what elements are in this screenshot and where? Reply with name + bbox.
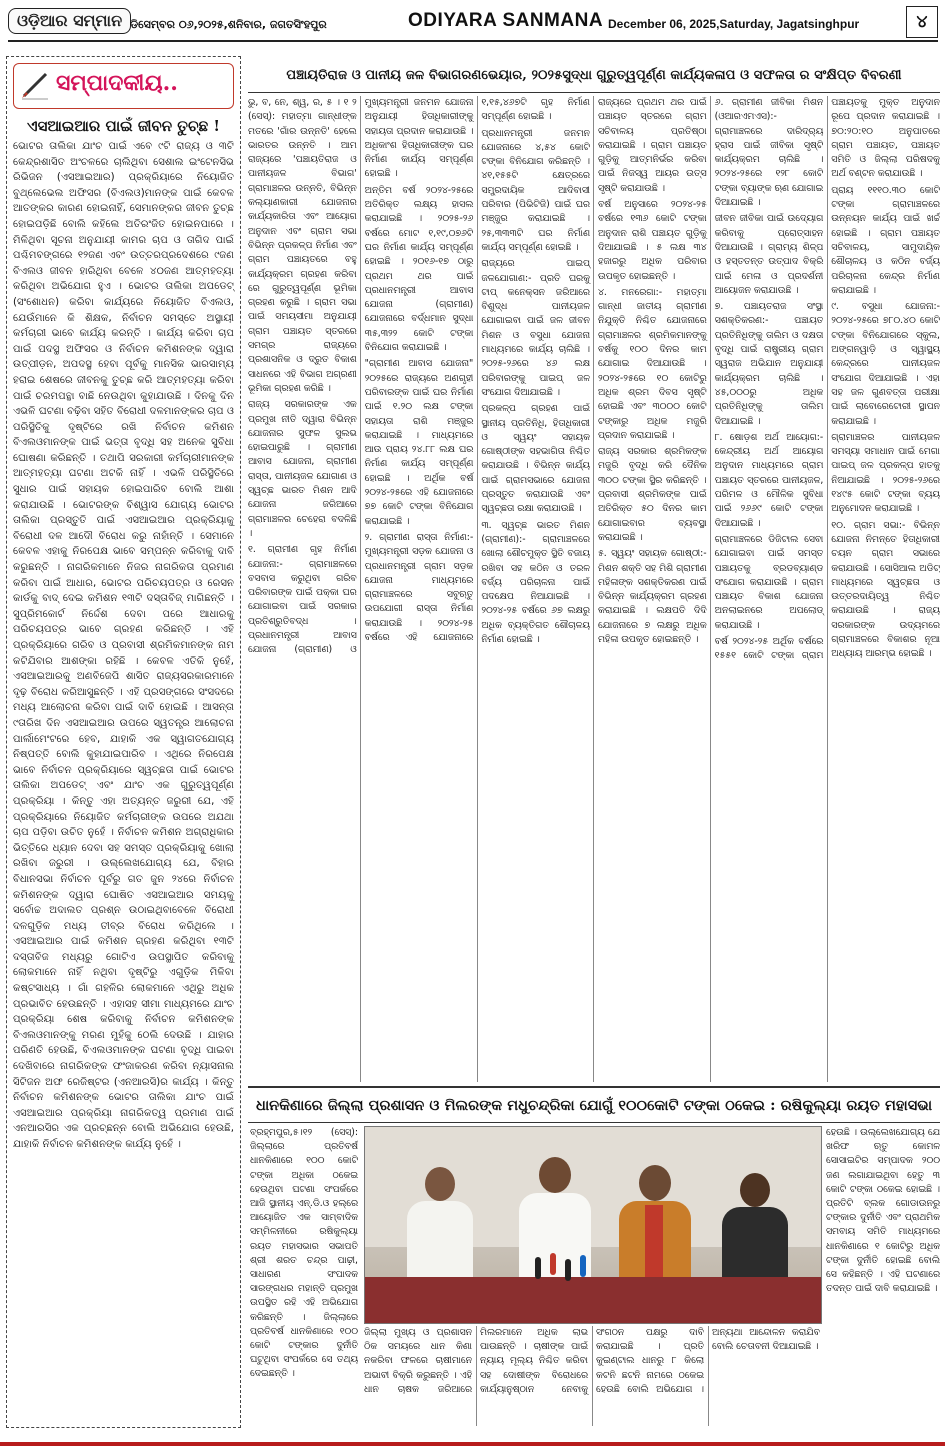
feature-paragraph: ୫. ସ୍ୱୟଂ ସହାୟକ ଗୋଷ୍ଠୀ:- ମିଶନ ଶକ୍ତି ସହ ମିଶି ଗ୍ରାମୀଣ ମହିଳାଙ୍କ ସଶକ୍ତିକରଣ ପାଇଁ ବିଭିନ୍ନ କାର୍ଯ୍ୟକ୍ରମ ଗ୍ରହଣ କରାଯାଇଛି । ଲକ୍ଷପତି ଦିଦି ଯୋଜନାରେ ୭ ଲକ୍ଷରୁ ଅଧିକ ମହିଳା ଉପକୃତ ହୋଇଛନ୍ତି । [597,548,707,645]
news-headline: ଧାନକିଣାରେ ଜିଲ୍ଲା ପ୍ରଶାସନ ଓ ମିଲରଙ୍କ ମଧୁଚନ୍ଦ୍ରିକା ଯୋଗୁଁ ୧୦୦କୋଟି ଟଙ୍କା ଠକେଇ : ରଷିକୁଲ୍ୟା ରୟତ ମହାସଭା [248,1090,940,1123]
feature-paragraph: "ଗ୍ରାମୀଣ ଆବାସ ଯୋଜନା" ୨୦୨୫ରେ ରାଜ୍ୟରେ ଅଣଗୃହୀ ପରିବାରଙ୍କ ପାଇଁ ଘର ନିର୍ମାଣ ପାଇଁ ୧.୨୦ ଲକ୍ଷ ଟଙ୍କା ସହାୟତା ରାଶି ମଞ୍ଜୁର କରାଯାଇଛି । ମାଧ୍ୟମରେ ଆଉ ପ୍ରାୟ ୨୪.୮୮ ଲକ୍ଷ ଘର ନିର୍ମାଣ କାର୍ଯ୍ୟ ସମ୍ପୂର୍ଣ୍ଣ ହୋଇଛି । ଅର୍ଥିକ ବର୍ଷ ୨୦୨୪-୨୫ରେ ଏହି ଯୋଜନାରେ ୭୭ କୋଟି ଟଙ୍କା ବିନିଯୋଗ କରାଯାଇଛି । [364,358,474,527]
section-divider [248,1086,940,1088]
news-body-bottom: ଜିଲ୍ଲା ମୁଖ୍ୟ ଓ ପ୍ରଶାସନ ଠିକ ସମୟରେ ଧାନ କିଣା ନକରିବା ଫଳରେ ଚାଷୀମାନେ ଅଭାବୀ ବିକ୍ରି କରୁଛନ୍ତି । ଏହି ଧାନ ଚାଷକ ଜରିଆରେ ମିଲରମାନେ ଅଧିକ ଲାଭ ପାଉଛନ୍ତି । ଚାଷୀଙ୍କ ପାଇଁ ନ୍ୟାୟ ମୂଲ୍ୟ ନିଶ୍ଚିତ କରିବା ସହ ଦୋଷୀଙ୍କ ବିରୋଧରେ କାର୍ଯ୍ୟାନୁଷ୍ଠାନ ନେବାକୁ ସଂଗଠନ ପକ୍ଷରୁ ଦାବି କରାଯାଇଛି । ପ୍ରତି କୁଇଣ୍ଟାଲ ଧାନରୁ ୮ କିଲୋ କଟନି ଛଟନି ନାମରେ ଠକେଇ ହେଉଛି ବୋଲି ଅଭିଯୋଗ । ଅନ୍ୟଥା ଆନ୍ଦୋଳନ କରାଯିବ ବୋଲି ଚେତାବନୀ ଦିଆଯାଇଛି । [364,1327,820,1395]
feature-paragraph: ରାଜ୍ୟରେ ପାଇପ୍ ଜଳଯୋଗାଣ:- ପ୍ରତି ଘରକୁ ଟାପ୍ କନେକ୍ସନ ଜରିଆରେ ବିଶୁଦ୍ଧ ପାନୀୟଜଳ ଯୋଗାଇବା ପାଇଁ ଜଳ ଜୀବନ ମିଶନ ଓ ବସୁଧା ଯୋଜନା ମାଧ୍ୟମରେ କାର୍ଯ୍ୟ ଚାଲିଛି । ୨୦୨୫-୨୬ରେ ୪୬ ଲକ୍ଷ ପରିବାରଙ୍କୁ ପାଇପ୍ ଜଳ ସଂଯୋଗ ଦିଆଯାଇଛି । [481,258,590,398]
feature-paragraph: ଗ୍ରାମାଞ୍ଚଳର ପାନୀୟଜଳ ସମସ୍ୟା ସମାଧାନ ପାଇଁ ମେଗା ପାଇପ୍ ଜଳ ପ୍ରକଳ୍ପ ହାତକୁ ନିଆଯାଇଛି । ୨୦୨୫-୨୬ରେ ୧୪୯୫ କୋଟି ଟଙ୍କା ବ୍ୟୟ ଅନୁମୋଦନ କରାଯାଇଛି । [831,431,940,515]
feature-paragraph: ୩. ସ୍ୱଚ୍ଛ ଭାରତ ମିଶନ (ଗ୍ରାମୀଣ):- ଗ୍ରାମାଞ୍ଚଳରେ ଖୋଲା ଶୌଚମୁକ୍ତ ସ୍ଥିତି ବଜାୟ ରଖିବା ସହ କଠିନ ଓ ତରଳ ବର୍ଜ୍ୟ ପରିଚାଳନା ପାଇଁ ପଦକ୍ଷେପ ନିଆଯାଇଛି । ୨୦୨୪-୨୫ ବର୍ଷରେ ୬୭ ଲକ୍ଷରୁ ଅଧିକ ବ୍ୟକ୍ତିଗତ ଶୌଚାଳୟ ନିର୍ମାଣ ହୋଇଛି । [481,519,590,645]
feature-paragraph: ୪. ମନରେଗା:- ମହାତ୍ମା ଗାନ୍ଧୀ ଜାତୀୟ ଗ୍ରାମୀଣ ନିଯୁକ୍ତି ନିଶ୍ଚିତ ଯୋଜନାରେ ଗ୍ରାମାଞ୍ଚଳର ଶ୍ରମିକମାନଙ୍କୁ ବର୍ଷକୁ ୧୦୦ ଦିନର କାମ ଯୋଗାଇ ଦିଆଯାଉଛି । ୨୦୨୪-୨୫ରେ ୧୦ କୋଟିରୁ ଅଧିକ ଶ୍ରମ ଦିବସ ସୃଷ୍ଟି ହୋଇଛି ଏବଂ ୩୦୦୦ କୋଟି ଟଙ୍କାରୁ ଅଧିକ ମଜୁରି ପ୍ରଦାନ କରାଯାଇଛି । [597,286,707,441]
pen-icon [20,70,50,100]
news-body-right: ହେଉଛି । ଉଲ୍ଲେଖଯୋଗ୍ୟ ଯେ ଖରିଫ ଋତୁ କୋମଳ ସୋସାଇଟିର ସମ୍ପାଦକ ୨୦୦ ଜଣ ଲଗାଯାଇଥିବା ହେତୁ ୩ କୋଟି ଟଙ୍କା ଠକେଇ ହୋଇଛି । ପ୍ରତିଟି ବ୍ଲକ ଗୋଡାଉନରୁ ଟଙ୍କାର ଦୁର୍ନୀତି ଏବଂ ପ୍ରାଥମିକ ସମବାୟ ସମିତି ମାଧ୍ୟମରେ ଧାନକିଣାରେ ୧ କୋଟିରୁ ଅଧିକ ଟଙ୍କା ଦୁର୍ନୀତି ହୋଇଛି ବୋଲି ସେ କହିଛନ୍ତି । ଏହି ଘଟଣାରେ ତଦନ୍ତ ପାଇଁ ଦାବି କରାଯାଇଛି । [826,1127,940,1295]
microphone-icon [580,1255,586,1277]
feature-paragraph: ପ୍ରଧାନମନ୍ତ୍ରୀ ଜନମନ ଯୋଜନାରେ ୪,୫୪ କୋଟି ଟଙ୍କା ବିନିଯୋଗ କରିଛନ୍ତି । ୪୧,୧୫୫ଟି କ୍ଷେତ୍ରରେ ସମ୍ପ୍ରଦାୟିକ ଆଦିବାସୀ ପରିବାର (ପିଭିଟିଜି) ପାଇଁ ଘର ମଞ୍ଜୁର କରାଯାଇଛି । ୨୫,୩୩୩ଟି ଘର ନିର୍ମାଣ କାର୍ଯ୍ୟ ସମ୍ପୂର୍ଣ୍ଣ ହୋଇଛି । [481,127,590,253]
feature-paragraph: ରାଜ୍ୟ ସରକାରଙ୍କ ଏକ ପ୍ରମୁଖ ନୀତି ଦ୍ୱାରା ବିଭିନ୍ନ ଯୋଜନାର ସୁଫଳ ସୁଲଭ ହୋଇପାରୁଛି । ଗ୍ରାମୀଣ ଆବାସ ଯୋଜନା, ଗ୍ରାମୀଣ ରାସ୍ତା, ପାନୀୟଜଳ ଯୋଗାଣ ଓ ସ୍ୱଚ୍ଛ ଭାରତ ମିଶନ ଆଦି ଯୋଜନା ଜରିଆରେ ଗ୍ରାମାଞ୍ଚଳର ଚେହେରା ବଦଳିଛି । [248,399,357,539]
feature-paragraph: ଗ୍ରାମାଞ୍ଚଳରେ ଡିଜିଟାଲ ସେବା ଯୋଗାଇବା ପାଇଁ ସମସ୍ତ ପଞ୍ଚାୟତକୁ ବ୍ରଡବ୍ୟାଣ୍ଡ ସଂଯୋଗ କରାଯାଉଛି । ଗ୍ରାମ ପଞ୍ଚାୟତ ବିକାଶ ଯୋଜନା ଅନଲାଇନରେ ଅପଲୋଡ୍ କରାଯାଉଛି । [714,533,824,631]
feature-paragraph: ୬. ଗ୍ରାମୀଣ ଜୀବିକା ମିଶନ (ଓଆରଏମଏସ):- ଗ୍ରାମାଞ୍ଚଳରେ ଦାରିଦ୍ର୍ୟ ହ୍ରାସ ପାଇଁ ଜୀବିକା ସୃଷ୍ଟି କାର୍ଯ୍ୟକ୍ରମ ଚାଲିଛି । ୨୦୨୪-୨୫ରେ ୧୨୮ କୋଟି ଟଙ୍କା ବ୍ୟାଙ୍କ ଋଣ ଯୋଗାଇ ଦିଆଯାଇଛି । [714,97,824,209]
odia-dateline: ଡିସେମ୍ବର ୦୬,୨୦୨୫,ଶନିବାର, ଜଗତସିଂହପୁର [130,18,327,31]
feature-paragraph: ୯. ବସୁଧା ଯୋଜନା:- ୨୦୨୪-୨୫ରେ ୭୮୦.୪୦ କୋଟି ଟଙ୍କା ବିନିଯୋଗରେ ସ୍କୁଲ, ଅଙ୍ଗନୱାଡ଼ି ଓ ସ୍ୱାସ୍ଥ୍ୟ କେନ୍ଦ୍ରରେ ପାନୀୟଜଳ ସଂଯୋଗ ଦିଆଯାଇଛି । ଏହା ସହ ଜଳ ଗୁଣବତ୍ତା ପରୀକ୍ଷା ପାଇଁ ଲାବୋରେଟୋରୀ ସ୍ଥାପନ କରାଯାଇଛି । [831,301,940,427]
page-number: ୪ [906,6,938,38]
feature-paragraph: ରାଜ୍ୟରେ ପ୍ରଥମ ଥର ପାଇଁ ପଞ୍ଚାୟତ ସ୍ତରରେ ଗ୍ରାମ ସଚିବାଳୟ ପ୍ରତିଷ୍ଠା କରାଯାଇଛି । ଗ୍ରାମ ପଞ୍ଚାୟତ ଗୁଡ଼ିକୁ ଆତ୍ମନିର୍ଭର କରିବା ପାଇଁ ନିଜସ୍ୱ ଆୟର ଉତ୍ସ ସୃଷ୍ଟି କରାଯାଉଛି । [597,97,707,194]
editorial-banner [13,63,234,109]
masthead [8,6,938,42]
photo-person [405,1167,475,1277]
feature-paragraph: ଅନ୍ତିମ ବର୍ଷ ୨୦୨୪-୨୫ରେ ଅତିରିକ୍ତ ଲକ୍ଷ୍ୟ ହାସଲ କରାଯାଇଛି । ୨୦୨୫-୨୬ ବର୍ଷରେ ମୋଟ ୧,୧୯,୦୭୬ଟି ଘର ନିର୍ମାଣ କାର୍ଯ୍ୟ ସମ୍ପୂର୍ଣ୍ଣ ହୋଇଛି । ୨୦୧୬-୧୭ ଠାରୁ ପ୍ରଥମ ଥର ପାଇଁ ପ୍ରଧାନମନ୍ତ୍ରୀ ଆବାସ ଯୋଜନା (ଗ୍ରାମୀଣ) ଯୋଜନାରେ ବର୍ଦ୍ଧମାନ ସୁଦ୍ଧା ୩୫,୩୨୨ କୋଟି ଟଙ୍କା ବିନିଯୋଗ କରାଯାଇଛି । [364,184,474,354]
feature-paragraph: ୨. ଗ୍ରାମୀଣ ରାସ୍ତା ନିର୍ମାଣ:- ମୁଖ୍ୟମନ୍ତ୍ରୀ ସଡ଼କ ଯୋଜନା ଓ ପ୍ରଧାନମନ୍ତ୍ରୀ ଗ୍ରାମ ସଡ଼କ ଯୋଜନା ମାଧ୍ୟମରେ ଗ୍ରାମାଞ୍ଚଳରେ ସବୁଋତୁ ଉପଯୋଗୀ ରାସ୍ତା ନିର୍ମାଣ କରାଯାଉଛି । ୨୦୨୪-୨୫ ବର୍ଷରେ ଏହି ଯୋଜନାରେ ୧,୧୫,୪୬୭ଟି ଗୃହ ନିର୍ମାଣ ସମ୍ପୂର୍ଣ୍ଣ ହୋଇଛି । [364,97,590,643]
editorial-label: ସମ୍ପାଦକୀୟ.. [56,70,178,96]
feature-paragraph: ୧୦. ଗ୍ରାମ ସଭା:- ବିଭିନ୍ନ ଯୋଜନା ନିମନ୍ତେ ହିତାଧିକାରୀ ଚୟନ ଗ୍ରାମ ସଭାରେ କରାଯାଉଛି । ସୋସିଆଲ ଅଡିଟ୍ ମାଧ୍ୟମରେ ସ୍ୱଚ୍ଛତା ଓ ଉତ୍ତରଦାୟିତ୍ୱ ନିଶ୍ଚିତ କରାଯାଉଛି । ରାଜ୍ୟ ସରକାରଙ୍କ ଉଦ୍ୟମରେ ଗ୍ରାମାଞ୍ଚଳରେ ବିକାଶର ନୂଆ ଅଧ୍ୟାୟ ଆରମ୍ଭ ହୋଇଛି । [831,519,940,660]
microphone-icon [565,1259,571,1281]
feature-paragraph: ରାଜ୍ୟ ସରକାର ଶ୍ରମିକଙ୍କ ମଜୁରି ବୃଦ୍ଧି କରି ଦୈନିକ ୩୦୦ ଟଙ୍କା ସ୍ଥିର କରିଛନ୍ତି । ପ୍ରବାସୀ ଶ୍ରମିକଙ୍କ ପାଇଁ ଅତିରିକ୍ତ ୫୦ ଦିନର କାମ ଯୋଗାଇବାର ବ୍ୟବସ୍ଥା କରାଯାଇଛି । [597,446,707,543]
feature-paragraph: ପ୍ରାୟ ୧୧୧୦.୩୦ କୋଟି ଟଙ୍କା ଗ୍ରାମାଞ୍ଚଳରେ ଉନ୍ନୟନ କାର୍ଯ୍ୟ ପାଇଁ ଖର୍ଚ୍ଚ ହୋଇଛି । ଗ୍ରାମ ପଞ୍ଚାୟତ ସଚିବାଳୟ, ସାମୁଦାୟିକ ଶୌଚାଳୟ ଓ କଠିନ ବର୍ଜ୍ୟ ପରିଚାଳନା କେନ୍ଦ୍ର ନିର୍ମାଣ କରାଯାଇଛି । [831,184,940,296]
editorial-headline: ଏସଆଇଆର ପାଇଁ ଜୀବନ ତୁଚ୍ଛ ! [27,117,220,135]
editorial-column [6,56,241,1428]
footer-rule [0,1442,945,1446]
feature-paragraph: ପ୍ରକଳ୍ପ ଗ୍ରହଣ ପାଇଁ ସ୍ଥାନୀୟ ପ୍ରତିନିଧି, ହିତାଧିକାରୀ ଓ ସ୍ୱୟଂ ସହାୟକ ଗୋଷ୍ଠୀଙ୍କ ସହଭାଗିତା ନିଶ୍ଚିତ କରାଯାଉଛି । ବିଭିନ୍ନ କାର୍ଯ୍ୟ ପାଇଁ ଗ୍ରାମସଭାରେ ଯୋଜନା ପ୍ରସ୍ତୁତ କରାଯାଉଛି ଏବଂ ସ୍ୱଚ୍ଛତା ରକ୍ଷା କରାଯାଉଛି । [481,403,590,515]
photo-person [720,1173,790,1277]
press-conference-photo [364,1126,822,1324]
feature-headline: ପଞ୍ଚାୟତିରାଜ ଓ ପାନୀୟ ଜଳ ବିଭାଗରଣଭେୟାର, ୨୦୨୫ସୁଦ୍ଧା ଗୁରୁତ୍ୱପୂର୍ଣ୍ଣ କାର୍ଯ୍ୟକଳାପ ଓ ସଫଳତା ର ସଂକ୍ଷିପ୍ତ ବିବରଣୀ [248,60,940,93]
photo-table [365,1277,821,1323]
feature-paragraph: ଜୀବନ ଜୀବିକା ପାଇଁ ଉଦ୍ୟୋଗ କରିବାକୁ ପ୍ରୋତ୍ସାହନ ଦିଆଯାଉଛି । ଗ୍ରାମ୍ୟ ଶିଳ୍ପ ଓ ହସ୍ତତନ୍ତ ଉତ୍ପାଦ ବିକ୍ରି ପାଇଁ ମେଳା ଓ ପ୍ରଦର୍ଶନୀ ଆୟୋଜନ କରାଯାଉଛି । [714,213,824,296]
editorial-body: ଭୋଟର ତାଲିକା ଯାଂଚ ପାଇଁ ଏବେ ୯ଟି ରାଜ୍ୟ ଓ ୩ଟି କେନ୍ଦ୍ରଶାସିତ ଅଂଚଳରେ ଚାଲିଥିବା ସେଶାଲ ଇଂଟେନସିଭ ରିଭିଜନ (ଏସଆଇଆର) ପ୍ରକ୍ରିୟାରେ ନିୟୋଜିତ ବୁଥ୍‌ଲେଭେଲ ଅଫିସର (ବିଏଲଓ)ମାନଙ୍କ ପାଇଁ କେବଳ ଆତଙ୍କର କାରଣ ହୋଇନାହିଁ, ସେମାନଙ୍କର ଜୀବନ ତୁଚ୍ଛ ହୋଇପଡ଼ିଛି ବୋଲି କହିଲେ ଅତିରଂଜିତ ହୋଇନପାରେ । ମିଳିଥିବା ସୂଚନା ଅନୁଯାୟୀ କାମର ଚାପ ଓ ତାଗିଦ ପାଇଁ ପଶ୍ଚିମବଙ୍ଗରେ ୧୨ଜଣ ଏବଂ ଉତ୍ତରପ୍ରଦେଶରେ ୯ଜଣ ବିଏଲଓ ଜୀବନ ହାରିଥିବା ବେଳେ ୪୦ଜଣ ଆତ୍ମହତ୍ୟା କରିଥିବା ଅଭିଯୋଗ ହୁଏ । ଭୋଟର ତାଲିକା ଅପଡେଟ୍ (ସଂଶୋଧନ) କରିବା କାର୍ଯ୍ୟରେ ନିୟୋଜିତ ବିଏଲଓ, ଯେଉଁମାନେ କି ଶିକ୍ଷକ, ନିର୍ବାଚନ ସମସ୍ତେ ଅସ୍ଥାୟୀ କର୍ମଚାରୀ ଭାବେ କାର୍ଯ୍ୟ କରନ୍ତି । କାର୍ଯ୍ୟ କରିବା ଚାପ ପାଇଁ ପଦସ୍ଥ ଅଫିସର ଓ ନିର୍ବାଚନ କମିଶନଙ୍କ ଦ୍ୱାରା ଉତ୍ପୀଡ଼ନ, ଅପଦସ୍ଥ ହେବା ପୂର୍ବକୁ ମାନସିକ ଭାରସାମ୍ୟ ହରାଇ ଶେଷରେ ଜୀବନକୁ ତୁଚ୍ଛ କରି ଆତ୍ମହତ୍ୟା କରିବା ପାଇଁ ଚରମପନ୍ଥା ବାଛି ନେଉଥିବା କୁହାଯାଉଛି । ଦିନକୁ ଦିନ ଏଭଳି ଘଟଣା ବଢ଼ିବା ସହିତ ବିରୋଧୀ ଦଳମାନଙ୍କର ଚାପ ଓ ପରିସ୍ଥିତିକୁ ଦୃଷ୍ଟିରେ ରଖି ନିର୍ବାଚନ କମିଶନ ବିଏଲଓମାନଙ୍କ ପାଇଁ ଭତ୍ତା ବୃଦ୍ଧି ସହ ଅନେକ ସୁବିଧା ଘୋଷଣା କରିଛନ୍ତି । ତଥାପି ସରକାରୀ କର୍ମଚାରୀମାନଙ୍କ ଆତ୍ମହତ୍ୟା ଘଟଣା ଅଟକି ନାହିଁ । ଏଭଳି ପରିସ୍ଥିତିରେ ସୁଧାର ପାଇଁ ସହାୟକ ହୋଇପାରିବ ବୋଲି ଆଶା କରାଯାଉଛି । ଭୋଟରଙ୍କ ବିଶ୍ୱାସ ଯୋଗ୍ୟ ଭୋଟର ତାଲିକା ପ୍ରସ୍ତୁତି ପାଇଁ ଏସଆଇଆର ପ୍ରକ୍ରିୟାକୁ ବିରୋଧୀ ଦଳ ଆଦୌ ବିରୋଧ କରୁ ନାହାଁନ୍ତି । ସେମାନେ କେବଳ ଏହାକୁ ନିରପେକ୍ଷ ଭାବେ ସମ୍ପନ୍ନ କରିବାକୁ ଦାବି କରୁଛନ୍ତି । ନାଗରିକମାନେ ନିଜର ନାଗରିକତା ପ୍ରମାଣ କରିବା ପାଇଁ ଆଧାର, ଭୋଟର ପରିଚୟପତ୍ର ଓ ରେସନ କାର୍ଡକୁ ବାଦ୍ ଦେଇ କମିଶନ ୧୩ଟି ଦସ୍ତାବିଜ୍ ମାଗିଛନ୍ତି । ସୁପ୍ରିମକୋର୍ଟ ନିର୍ଦ୍ଦେଶ ଦେବା ପରେ ଆଧାରକୁ ପରିଚୟପତ୍ର ଭାବେ ଗ୍ରହଣ କରିଛନ୍ତି । ଏହି ପ୍ରକ୍ରିୟାରେ ଗରିବ ଓ ପ୍ରବାସୀ ଶ୍ରମିକମାନଙ୍କ ନାମ କଟିଯିବାର ଆଶଙ୍କା ରହିଛି । କେବଳ ଏତିକି ନୁହେଁ, ଏସଆଇଆରକୁ ଅଣବିଜେପି ଶାସିତ ରାଜ୍ୟସରକାରମାନେ ଦୃଢ଼ ବିରୋଧ କରିଆସୁଛନ୍ତି । ଏହି ପ୍ରସଙ୍ଗରେ ସଂସଦରେ ମଧ୍ୟ ଆଲୋଚନା କରିବା ପାଇଁ ଦାବି ହୋଇଛି । ଆସନ୍ତା ୯ତାରିଖ ଦିନ ଏସଆଇଆର ଉପରେ ସ୍ୱତନ୍ତ୍ର ଆଲୋଚନା ପାର୍ଲାମେଂଟରେ ହେବ, ଯାହାକି ଏକ ସ୍ୱାଗତଯୋଗ୍ୟ ନିଷ୍ପତ୍ତି ବୋଲି କୁହାଯାଇପାରିବ । ଏଥିରେ ନିରପେକ୍ଷ ଭାବେ ନିର୍ବାଚନ ପ୍ରକ୍ରିୟାରେ ସ୍ୱଚ୍ଛତା ପାଇଁ ଭୋଟର ତାଲିକା ଅପଡେଟ୍ ଏବଂ ଯାଂଚ ଏକ ଗୁରୁତ୍ୱପୂର୍ଣ୍ଣ ପ୍ରକ୍ରିୟା । କିନ୍ତୁ ଏହା ଅତ୍ୟନ୍ତ ଜରୁରୀ ଯେ, ଏହି ପ୍ରକ୍ରିୟାରେ ନିୟୋଜିତ କର୍ମଚାରୀଙ୍କ ଉପରେ ଅଯଥା ଚାପ ପଡ଼ିବା ଉଚିତ ନୁହେଁ । ନିର୍ବାଚନ କମିଶନ ଅଗ୍ରାଧିକାର ଭିତ୍ତିରେ ଧ୍ୟାନ ଦେବା ସହ ସମସ୍ତ ପ୍ରକ୍ରିୟାକୁ ଖୋଲା ରଖିବା ଜରୁରୀ । ଉଲ୍ଲେଖଯୋଗ୍ୟ ଯେ, ବିହାର ବିଧାନସଭା ନିର୍ବାଚନ ପୂର୍ବରୁ ଗତ ଜୁନ ୨୪ରେ ନିର୍ବାଚନ କମିଶନଙ୍କ ଦ୍ୱାରା ଘୋଷିତ ଏସଆଇଆର ସମୟକୁ ସର୍ବୋଚ୍ଚ ଅଦାଲତ ପ୍ରଶ୍ନ ଉଠାଇଥିବାବେଳେ ବିରୋଧୀ ଦଳଗୁଡ଼ିକ ମଧ୍ୟ ତୀବ୍ର ବିରୋଧ କରିଥିଲେ । ଏସଆଇଆର ପାଇଁ କମିଶନ ଗ୍ରହଣ କରିଥିବା ୧୩ଟି ଦସ୍ତାବିଜ ମଧ୍ୟରୁ ଗୋଟିଏ ଉପସ୍ଥାପିତ କରିବାକୁ ଲୋକମାନେ ନାହିଁ ନଥିବା ଦୃଷ୍ଟିରୁ ଏଗୁଡ଼ିକ ମିଳିବା କଷ୍ଟସାଧ୍ୟ । ଗାଁ ଗହଳିର ଲୋକମାନେ ଏଥିରୁ ଅଧିକ ପ୍ରଭାବିତ ହେଉଛନ୍ତି । ଏହାସହ ସୀମା ମାଧ୍ୟମରେ ଯାଂଚ ପ୍ରକ୍ରିୟା ଶେଷ କରିବାକୁ ନିର୍ବାଚନ କମିଶନଙ୍କ ବିଏଲଓମାନଙ୍କୁ ମରଣ ମୁହଁକୁ ଠେଲି ଦେଉଛି । ଯାହାର ପରିଣତି ହେଉଛି, ବିଏଲଓମାନଙ୍କ ଘଟଣା ବୃଦ୍ଧି ପାଇବା ଦେଖିବାରେ ନାଗରିକଙ୍କ ଫଂଜାକରଣ କରିବା ନ୍ୟାସନାଲ ସିଟିଜନ ଅଫ ରେଜିଷ୍ଟର (ଏନଆରସି)ର କାର୍ଯ୍ୟ । କିନ୍ତୁ ନିର୍ବାଚନ କମିଶନଙ୍କ ଭୋଟର ତାଲିକା ଯାଂଚ ପାଇଁ ଏସଆଇଆର ପ୍ରକ୍ରିୟା ନାଗରିକତ୍ୱ ପ୍ରମାଣ ପାଇଁ ଏନଆରସିର ଏକ ପ୍ରଚ୍ଛନ୍ନ ବୋଲି ଅଭିଯୋଗ ହେଉଛି, ଯାହାକି ନିର୍ବାଚନ କମିଶନଙ୍କ କାର୍ଯ୍ୟ ନୁହେଁ । [13,141,234,1150]
microphone-icon [550,1253,556,1275]
feature-paragraph: ୧. ଗ୍ରାମୀଣ ଗୃହ ନିର୍ମାଣ ଯୋଜନା:- ଗ୍ରାମାଞ୍ଚଳରେ ବସବାସ କରୁଥିବା ଗରିବ ପରିବାରଙ୍କ ପାଇଁ ପକ୍କା ଘର ଯୋଗାଇବା ପାଇଁ ସରକାର ପ୍ରତିଶ୍ରୁତିବଦ୍ଧ । ପ୍ରଧାନମନ୍ତ୍ରୀ ଆବାସ ଯୋଜନା (ଗ୍ରାମୀଣ) ଓ ମୁଖ୍ୟମନ୍ତ୍ରୀ ଜନମନ ଯୋଜନା ଅନୁଯାୟୀ ହିତାଧିକାରୀଙ୍କୁ ସହାୟତା ପ୍ରଦାନ କରାଯାଉଛି । ଅଧିକାଂଶ ହିତାଧିକାରୀଙ୍କ ଘର ନିର୍ମାଣ କାର୍ଯ୍ୟ ସମ୍ପୂର୍ଣ୍ଣ ହୋଇଛି । [248,97,474,656]
newspaper-logo: ଓଡ଼ିଆର ସମ୍ମାନ [8,8,131,34]
feature-paragraph: ବର୍ଷ ୨୦୨୪-୨୫ ଅର୍ଥିକ ବର୍ଷରେ ୧୫୫୧ କୋଟି ଟଙ୍କା ଗ୍ରାମ ପଞ୍ଚାୟତକୁ ମୁକ୍ତ ଅନୁଦାନ ରୂପେ ପ୍ରଦାନ କରାଯାଇଛି । ୭୦:୨୦:୧୦ ଅନୁପାତରେ ଗ୍ରାମ ପଞ୍ଚାୟତ, ପଞ୍ଚାୟତ ସମିତି ଓ ଜିଲ୍ଲା ପରିଷଦକୁ ଅର୍ଥ ବଣ୍ଟନ କରାଯାଉଛି । [714,97,940,662]
photo-person [615,1165,695,1277]
news-body-left: ବ୍ରହ୍ମପୁର,୫।୧୨ (ସେସ୍): ଜିଲ୍ଲାରେ ପ୍ରତିବର୍ଷ ଧାନକିଣାରେ ୧୦୦ କୋଟି ଟଙ୍କା ଅଧିକା ଠକେଇ ହେଉଥିବା ଘଟଣା ସଂପର୍କରେ ଆଜି ସ୍ଥାନୀୟ ଏନ୍.ଡି.ଓ ହଲ୍‌ରେ ଆୟୋଜିତ ଏକ ସାମ୍ବାଦିକ ସମ୍ମିଳନୀରେ ରଷିକୁଲ୍ୟା ରୟତ ମହାସଭାର ସଭାପତି ଶ୍ରୀ ଶରତ ଚନ୍ଦ୍ର ପାଢ଼ୀ, ସାଧାରଣ ସଂପାଦକ ସାରଙ୍ଗଧର ମହାନ୍ତି ପ୍ରମୁଖ ଉପସ୍ଥିତ ରହି ଏହି ଅଭିଯୋଗ କରିଛନ୍ତି । ଜିଲ୍ଲାରେ ପ୍ରତିବର୍ଷ ଧାନକିଣାରେ ୧୦୦ କୋଟି ଟଙ୍କାର ଦୁର୍ନୀତି ଘଟୁଥିବା ସଂପର୍କରେ ସେ ତଥ୍ୟ ଦେଇଛନ୍ତି । [250,1127,358,1380]
feature-paragraph: ୭. ପଞ୍ଚାୟତରାଜ ସଂସ୍ଥା ସଶକ୍ତିକରଣ:- ପଞ୍ଚାୟତ ପ୍ରତିନିଧିଙ୍କୁ ତାଲିମ ଓ ଦକ୍ଷତା ବୃଦ୍ଧି ପାଇଁ ରାଷ୍ଟ୍ରୀୟ ଗ୍ରାମ ସ୍ୱରାଜ ଅଭିଯାନ ଅନୁଯାୟୀ କାର୍ଯ୍ୟକ୍ରମ ଚାଲିଛି । ୪୫,୦୦୦ରୁ ଅଧିକ ପ୍ରତିନିଧିଙ୍କୁ ତାଲିମ ଦିଆଯାଇଛି । [714,301,824,427]
feature-article [248,96,940,1082]
feature-paragraph: ବର୍ଷ ଅନୁସାରେ ୨୦୨୪-୨୫ ବର୍ଷରେ ୧୩୬ କୋଟି ଟଙ୍କା ଅନୁଦାନ ରାଶି ପଞ୍ଚାୟତ ଗୁଡ଼ିକୁ ଦିଆଯାଇଛି । ୫ ଲକ୍ଷ ୩୪ ହଜାରରୁ ଅଧିକ ପରିବାର ଉପକୃତ ହୋଇଛନ୍ତି । [597,199,707,282]
microphone-icon [535,1257,541,1279]
feature-paragraph: ୮. ଷୋଡ଼ଶ ଅର୍ଥ ଆୟୋଗ:- କେନ୍ଦ୍ରୀୟ ଅର୍ଥ ଆୟୋଗ ଅନୁଦାନ ମାଧ୍ୟମରେ ଗ୍ରାମ ପଞ୍ଚାୟତ ସ୍ତରରେ ପାନୀୟଜଳ, ପରିମଳ ଓ ମୌଳିକ ସୁବିଧା ପାଇଁ ୨୬୬୯ କୋଟି ଟଙ୍କା ଦିଆଯାଇଛି । [714,431,824,529]
english-dateline: December 06, 2025,Saturday, Jagatsinghpur [608,17,860,31]
newspaper-title: ODIYARA SANMANA [408,10,604,31]
feature-paragraph: ଭୁ, ବ, ନେ, ଶ୍ୱ, ର, ୫ । ୧ ୨ (ସେସ୍): ମହାତ୍ମା ଗାନ୍ଧୀଙ୍କ ମତରେ 'ଗାଁର ଉନ୍ନତି' ହେଲେ ଭାରତର ଉନ୍ନତି । ଆମ ରାଜ୍ୟରେ 'ପଞ୍ଚାୟତିରାଜ ଓ ପାନୀୟଜଳ ବିଭାଗ' ଗ୍ରାମାଞ୍ଚଳର ଉନ୍ନତି, ବିଭିନ୍ନ କଲ୍ୟାଣକାରୀ ଯୋଜନାର କାର୍ଯ୍ୟକାରିତା ଏବଂ ଆୟୋଗ ଅନୁଦାନ ଏବଂ ଗ୍ରାମ ସଭା ବିଭିନ୍ନ ପ୍ରକଳ୍ପ ନିର୍ମାଣ ଏବଂ ଗ୍ରାମ ପଞ୍ଚାୟତରେ ବହୁ କାର୍ଯ୍ୟକ୍ରମ ଗ୍ରହଣ କରିବା ରେ ଗୁରୁତ୍ୱପୂର୍ଣ୍ଣ ଭୂମିକା ଗ୍ରହଣ କରୁଛି । ଗ୍ରାମ ସଭା ପାଇଁ ସମୟସୀମା ଅନୁଯାୟୀ ଗ୍ରାମ ପଞ୍ଚାୟତ ସ୍ତରରେ ସମଗ୍ର ରାଜ୍ୟରେ ପ୍ରଶାସନିକ ଓ ଦ୍ରୁତ ବିକାଶ ସାଧନରେ ଏହି ବିଭାଗ ଅଗ୍ରଣୀ ଭୂମିକା ଗ୍ରହଣ କରିଛି । [248,97,357,394]
